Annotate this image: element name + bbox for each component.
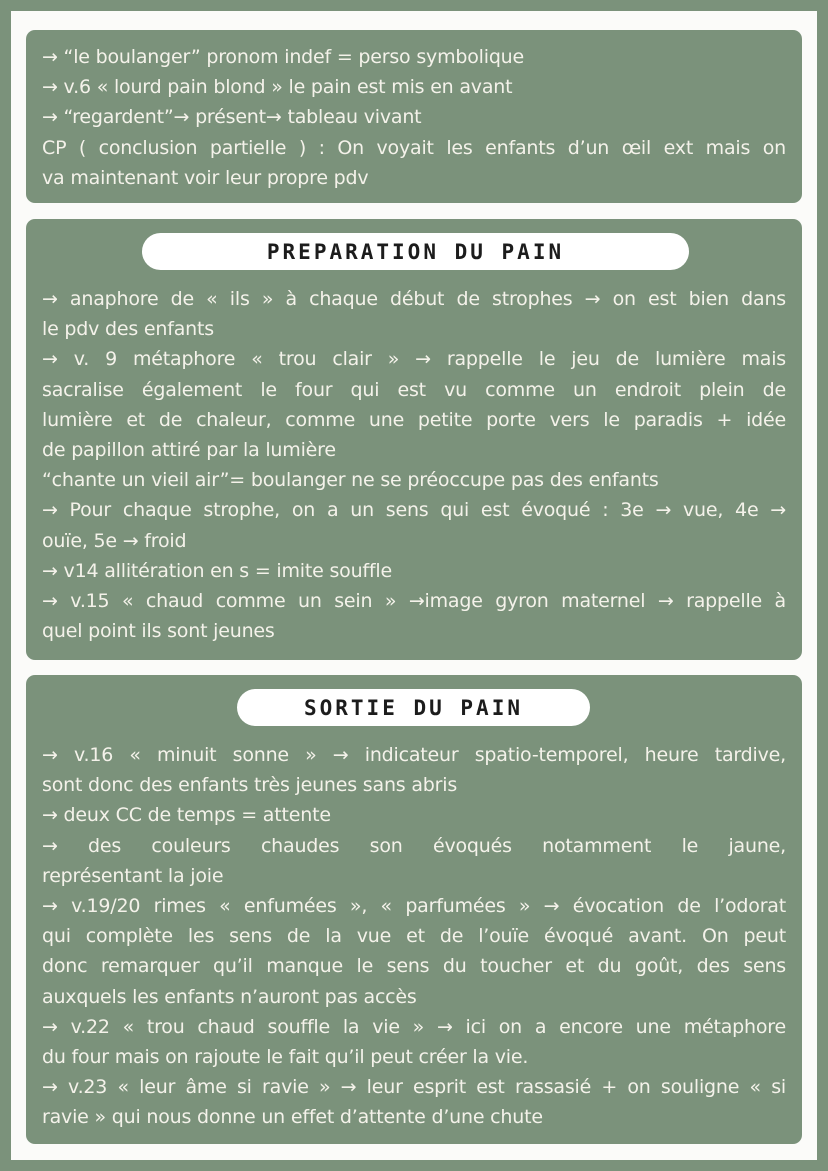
text-line: → v.16 « minuit sonne » → indicateur spatio-temporel, heure tardive, bbox=[42, 744, 786, 766]
section-title-preparation: PREPARATION DU PAIN bbox=[142, 233, 689, 270]
paragraph bbox=[42, 42, 786, 72]
text-line: → v.23 « leur âme si ravie » → leur esprit est rassasié + on souligne « si bbox=[42, 1076, 786, 1099]
text-line: CP ( conclusion partielle ) : On voyait les enfants d’un œil ext mais on bbox=[42, 136, 786, 159]
paragraph bbox=[42, 344, 786, 465]
paragraph bbox=[42, 72, 786, 102]
section-intro-box bbox=[26, 30, 802, 203]
text-line: → “regardent”→ présent→ tableau vivant bbox=[42, 106, 422, 129]
paragraph bbox=[42, 102, 786, 132]
text-line: → Pour chaque strophe, on a un sens qui est évoqué : 3e → vue, 4e → bbox=[42, 499, 786, 522]
text-line: représentant la joie bbox=[42, 864, 224, 887]
text-line: → v.19/20 rimes « enfumées », « parfumées » → évocation de l’odorat bbox=[42, 894, 786, 917]
text-line: → v14 allitération en s = imite souffle bbox=[42, 559, 392, 582]
text-line: va maintenant voir leur propre pdv bbox=[42, 166, 369, 189]
section-sortie-box bbox=[26, 675, 802, 1144]
text-line: → v. 9 métaphore « trou clair » → rappelle le jeu de lumière mais bbox=[42, 348, 786, 371]
paragraph bbox=[42, 1012, 786, 1072]
paragraph bbox=[42, 891, 786, 1012]
text-line: ouïe, 5e → froid bbox=[42, 529, 187, 552]
section-title-sortie: SORTIE DU PAIN bbox=[237, 689, 590, 726]
text-line: sacralise également le four qui est vu comme un endroit plein de bbox=[42, 378, 786, 401]
text-line: sont donc des enfants très jeunes sans abris bbox=[42, 774, 458, 797]
paragraph bbox=[42, 1072, 786, 1132]
text-line: → v.22 « trou chaud souffle la vie » → ici on a encore une métaphore bbox=[42, 1015, 786, 1038]
text-line: du four mais on rajoute le fait qu’il peut créer la vie. bbox=[42, 1045, 529, 1068]
paragraph bbox=[42, 800, 786, 830]
text-line: ravie » qui nous donne un effet d’attente d’une chute bbox=[42, 1106, 543, 1129]
text-line: lumière et de chaleur, comme une petite porte vers le paradis + idée bbox=[42, 408, 786, 431]
text-line: le pdv des enfants bbox=[42, 318, 214, 341]
text-line: → anaphore de « ils » à chaque début de strophes → on est bien dans bbox=[42, 288, 786, 310]
page bbox=[11, 11, 817, 1160]
text-line: → “le boulanger” pronom indef = perso symbolique bbox=[42, 46, 525, 68]
paragraph bbox=[42, 133, 786, 193]
paragraph bbox=[42, 465, 786, 495]
section-preparation-box bbox=[26, 219, 802, 660]
text-line: → des couleurs chaudes son évoqués notamment le jaune, bbox=[42, 834, 786, 857]
text-line: → v.6 « lourd pain blond » le pain est mis en avant bbox=[42, 76, 513, 99]
paragraph bbox=[42, 740, 786, 800]
text-line: de papillon attiré par la lumière bbox=[42, 438, 336, 461]
text-line: → v.15 « chaud comme un sein » →image gyron maternel → rappelle à bbox=[42, 589, 786, 612]
paragraph bbox=[42, 831, 786, 891]
text-line: quel point ils sont jeunes bbox=[42, 620, 275, 643]
paragraph bbox=[42, 495, 786, 555]
text-line: “chante un vieil air”= boulanger ne se préoccupe pas des enfants bbox=[42, 469, 659, 492]
paragraph bbox=[42, 556, 786, 586]
paragraph bbox=[42, 284, 786, 344]
text-line: auxquels les enfants n’auront pas accès bbox=[42, 985, 417, 1008]
paragraph bbox=[42, 586, 786, 646]
text-line: donc remarquer qu’il manque le sens du toucher et du goût, des sens bbox=[42, 955, 786, 978]
text-line: qui complète les sens de la vue et de l’ouïe évoqué avant. On peut bbox=[42, 925, 786, 948]
text-line: → deux CC de temps = attente bbox=[42, 804, 331, 827]
